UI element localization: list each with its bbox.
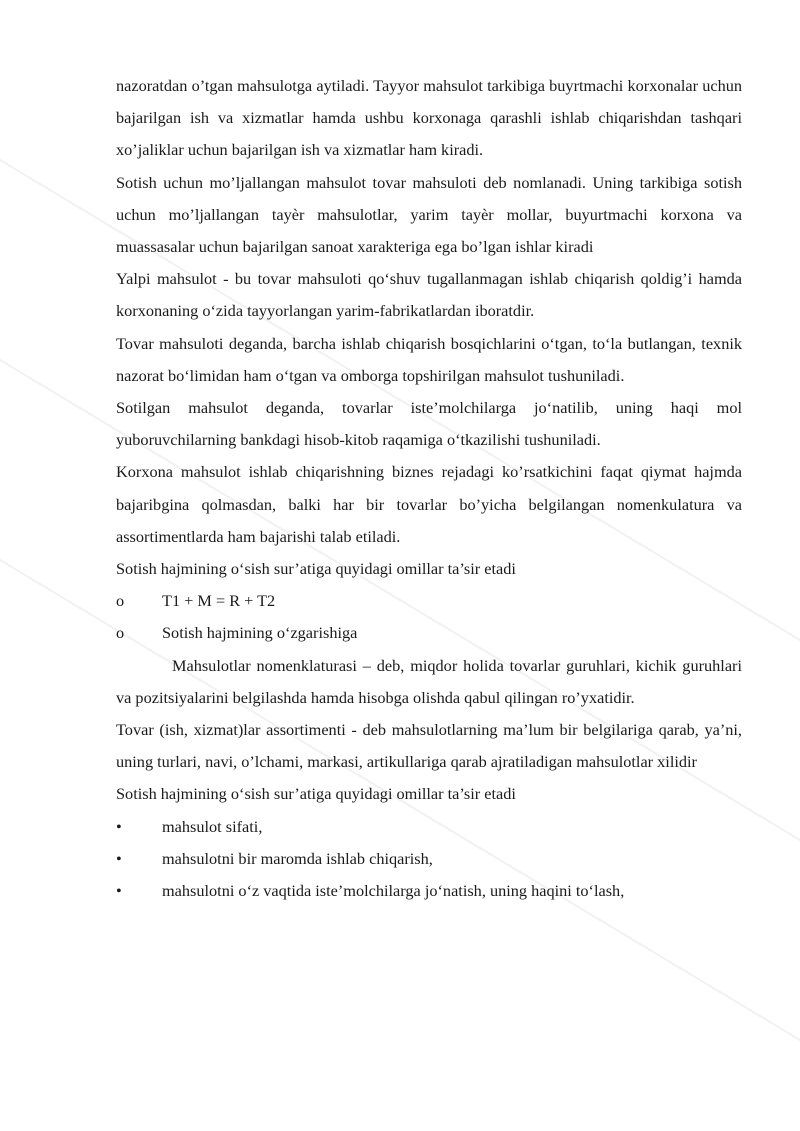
list-item [116, 617, 742, 649]
paragraph-assortiment: Tovar (ish, xizmat)lar assortimenti - deb mahsulotlarning ma’lum bir belgilariga qarab, ya’ni, uning turlari, navi, o’lchami, markasi, artikullariga qarab ajratiladigan mahsulotlar xilidir [116, 720, 742, 772]
paragraph-omillar: Sotish hajmining o‘sish sur’atiga quyidagi omillar ta’sir etadi [116, 784, 516, 804]
bullet-item-text: mahsulotni o‘z vaqtida iste’molchilarga jo‘natish, uning haqini to‘lash, [162, 881, 625, 901]
list-item [116, 585, 742, 617]
bullet-item [116, 811, 742, 843]
bullet-item-text: mahsulotni bir maromda ishlab chiqarish, [162, 848, 433, 868]
document-page [116, 70, 742, 907]
bullet-marker: • [116, 848, 122, 868]
paragraph-tayyor-mahsulot: nazoratdan o’tgan mahsulotga aytiladi. Tayyor mahsulot tarkibiga buyrtmachi korxonalar uchun bajarilgan ish va xizmatlar hamda ushbu korxonaga qarashli ishlab chiqarishdan tashqari xo’jaliklar uchun bajarilgan ish va xizmatlar ham kiradi. [116, 76, 742, 160]
list-item-text: T1 + M = R + T2 [162, 591, 276, 611]
bullet-item-text: mahsulot sifati, [162, 816, 263, 836]
list-marker: o [116, 623, 125, 643]
paragraph-yalpi-mahsulot: Yalpi mahsulot - bu tovar mahsuloti qo‘shuv tugallanmagan ishlab chiqarish qoldig’i hamda korxonaning o‘zida tayyorlangan yarim-fabrikatlardan iboratdir. [116, 269, 742, 321]
list-item-text: Sotish hajmining o‘zgarishiga [162, 623, 358, 643]
paragraph-korxona-mahsulot: Korxona mahsulot ishlab chiqarishning biznes rejadagi ko’rsatkichini faqat qiymat hajmda bajaribgina qolmasdan, balki har bir tovarlar bo’yicha belgilangan nomenkulatura va assortimentlarda ham bajarishi talab etiladi. [116, 462, 742, 546]
list-marker: o [116, 591, 125, 611]
paragraph-tovar-mahsuloti: Tovar mahsuloti deganda, barcha ishlab chiqarish bosqichlarini o‘tgan, to‘la butlangan, texnik nazorat bo‘limidan ham o‘tgan va omborga topshirilgan mahsulot tushuniladi. [116, 333, 742, 385]
paragraph-nomenklatura: Mahsulotlar nomenklaturasi – deb, miqdor holida tovarlar guruhlari, kichik guruhlari va pozitsiyalarini belgilashda hamda hisobga olishda qabul qilingan ro’yxatidir. [116, 655, 742, 707]
paragraph-sotish-hajmi: Sotish hajmining o‘sish sur’atiga quyidagi omillar ta’sir etadi [116, 559, 516, 579]
paragraph-sotilgan-mahsulot: Sotilgan mahsulot deganda, tovarlar iste’molchilarga jo‘natilib, uning haqi mol yuboruvchilarning bankdagi hisob-kitob raqamiga o‘tkazilishi tushuniladi. [116, 398, 742, 450]
paragraph-tovar-mahsuloti-definition: Sotish uchun mo’ljallangan mahsulot tovar mahsuloti deb nomlanadi. Uning tarkibiga sotish uchun mo’ljallangan tayѐr mahsulotlar, yarim tayѐr mollar, buyurtmachi korxona va muassasalar uchun bajarilgan sanoat xarakteriga ega bo’lgan ishlar kiradi [116, 172, 742, 257]
bullet-item [116, 875, 742, 907]
bullet-marker: • [116, 816, 122, 836]
bullet-item [116, 843, 742, 875]
bullet-marker: • [116, 881, 122, 901]
